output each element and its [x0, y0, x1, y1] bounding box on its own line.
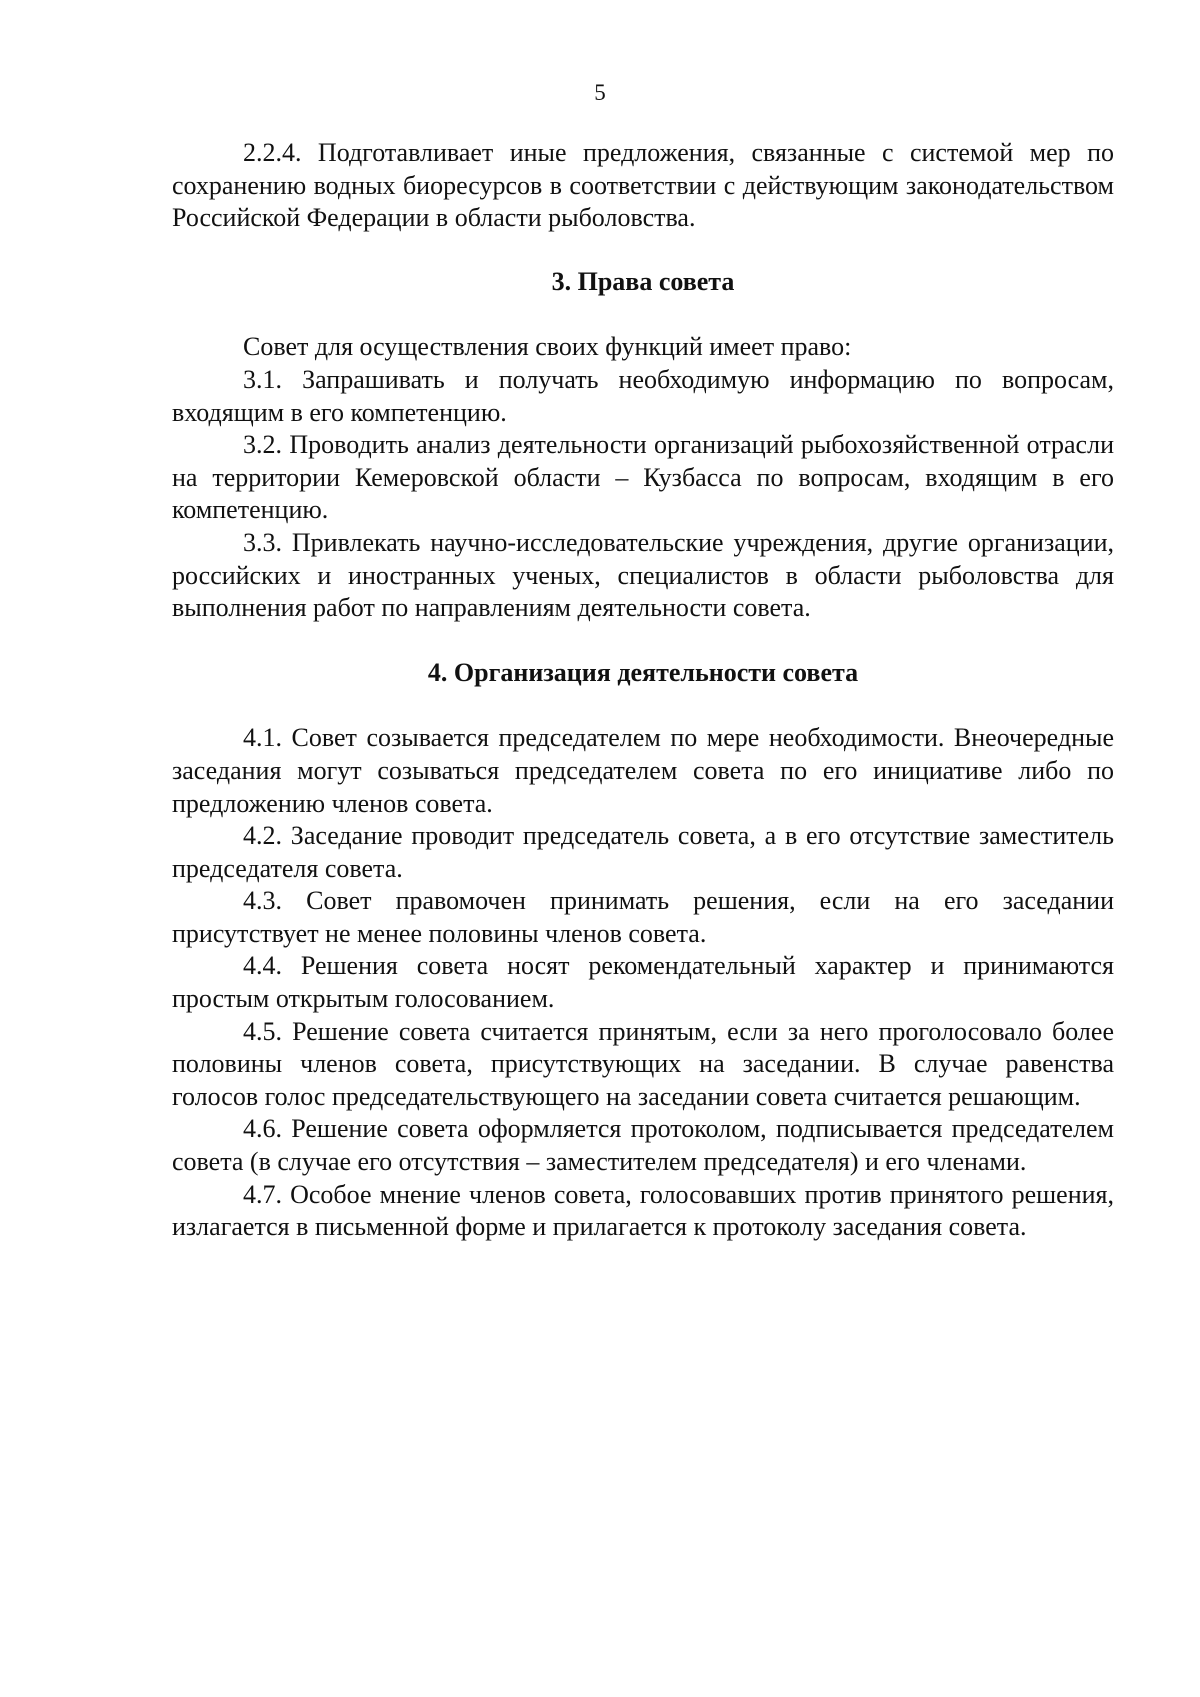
- paragraph-4-1: 4.1. Совет созывается председателем по мере необходимости. Внеочередные заседания могут созываться председателем совета по его инициативе либо по предложению членов совета.: [172, 723, 1114, 818]
- paragraph-3-3: 3.3. Привлекать научно-исследовательские учреждения, другие организации, российских и иностранных ученых, специалистов в области рыболовства для выполнения работ по направлениям деятельности совета.: [172, 527, 1114, 623]
- paragraph-2-2-4: 2.2.4. Подготавливает иные предложения, связанные с системой мер по сохранению водных биоресурсов в соответствии с действующим законодательством Российской Федерации в области рыболовства.: [172, 138, 1114, 233]
- paragraph-4-5: 4.5. Решение совета считается принятым, если за него проголосовало более половины членов совета, присутствующих на заседании. В случае равенства голосов голос председательствующего на заседании совета считается решающим.: [172, 1016, 1114, 1111]
- section-3-intro: Совет для осуществления своих функций имеет право:: [243, 332, 852, 362]
- section-4-heading: 4. Организация деятельности совета: [427, 657, 859, 687]
- paragraph-4-7: 4.7. Особое мнение членов совета, голосовавших против принятого решения, излагается в письменной форме и прилагается к протоколу заседания совета.: [172, 1179, 1114, 1242]
- paragraph-4-2: 4.2. Заседание проводит председатель совета, а в его отсутствие заместитель председателя совета.: [172, 821, 1114, 883]
- document-body: [172, 137, 1114, 1244]
- paragraph-4-6: 4.6. Решение совета оформляется протоколом, подписывается председателем совета (в случае его отсутствия – заместителем председателя) и его членами.: [172, 1114, 1114, 1177]
- paragraph-4-4: 4.4. Решения совета носят рекомендательный характер и принимаются простым открытым голосованием.: [172, 951, 1114, 1014]
- section-3-heading: 3. Права совета: [551, 266, 735, 296]
- page-number: 5: [594, 80, 606, 105]
- paragraph-3-1: 3.1. Запрашивать и получать необходимую информацию по вопросам, входящим в его компетенцию.: [172, 364, 1114, 427]
- paragraph-3-2: 3.2. Проводить анализ деятельности организаций рыбохозяйственной отрасли на территории Кемеровской области – Кузбасса по вопросам, входящим в его компетенцию.: [172, 430, 1114, 525]
- paragraph-4-3: 4.3. Совет правомочен принимать решения, если на его заседании присутствует не менее половины членов совета.: [172, 886, 1114, 948]
